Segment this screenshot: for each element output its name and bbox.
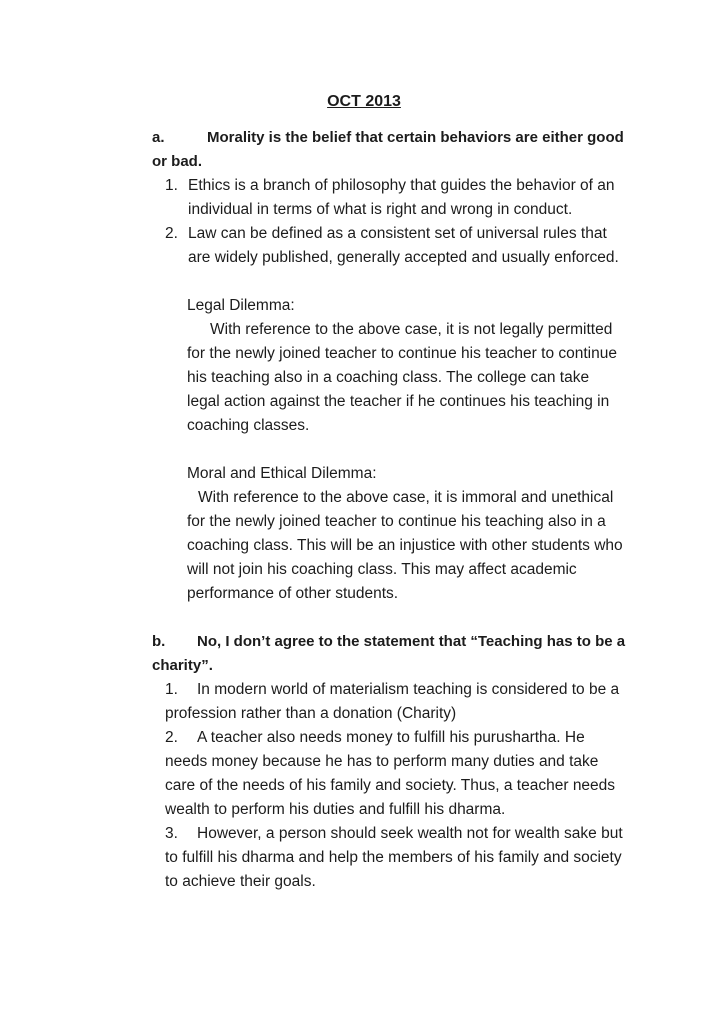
page-title: OCT 2013: [327, 93, 401, 110]
legal-dilemma-body: With reference to the above case, it is not legally permitted for the newly joined teacher to continue his teacher to continue his teaching also in a coaching class. The college can take legal action against the teacher if he continues his teaching in coaching classes.: [187, 321, 617, 434]
list-item: [165, 726, 626, 822]
list-item-text: Ethics is a branch of philosophy that guides the behavior of an individual in terms of what is right and wrong in conduct.: [188, 177, 615, 218]
list-item-number: 2.: [165, 729, 178, 746]
section-b-list: [152, 678, 626, 894]
list-item-number: 2.: [165, 225, 178, 242]
section-a-heading-text: Morality is the belief that certain behaviors are either good or bad.: [152, 129, 624, 170]
moral-dilemma-body: With reference to the above case, it is immoral and unethical for the newly joined teacher to continue his teaching also in a coaching class. This will be an injustice with other students who will not join his coaching class. This may affect academic performance of other students.: [187, 489, 623, 602]
list-item-text: Law can be defined as a consistent set of universal rules that are widely published, generally accepted and usually enforced.: [188, 225, 619, 266]
list-item-text: In modern world of materialism teaching is considered to be a profession rather than a donation (Charity): [165, 681, 620, 722]
list-item: [165, 678, 626, 726]
list-item-text: A teacher also needs money to fulfill his purushartha. He needs money because he has to perform many duties and take care of the needs of his family and society. Thus, a teacher needs wealth to perform his duties and fulfill his dharma.: [165, 729, 616, 818]
list-item-number: 3.: [165, 825, 178, 842]
list-item-number: 1.: [165, 681, 178, 698]
list-item: [165, 222, 626, 270]
legal-dilemma-heading: Legal Dilemma:: [187, 297, 295, 314]
section-b-heading-text: No, I don’t agree to the statement that “Teaching has to be a charity”.: [152, 633, 626, 674]
section-b-heading: [152, 630, 626, 678]
section-a-heading: [152, 126, 626, 174]
list-item: [165, 174, 626, 222]
moral-dilemma-heading: Moral and Ethical Dilemma:: [187, 465, 377, 482]
section-a-label: a.: [152, 129, 165, 146]
list-item: [165, 822, 626, 894]
section-b-label: b.: [152, 633, 166, 650]
list-item-number: 1.: [165, 177, 178, 194]
section-a-list: [165, 174, 626, 270]
list-item-text: However, a person should seek wealth not for wealth sake but to fulfill his dharma and help the members of his family and society to achieve their goals.: [165, 825, 623, 890]
